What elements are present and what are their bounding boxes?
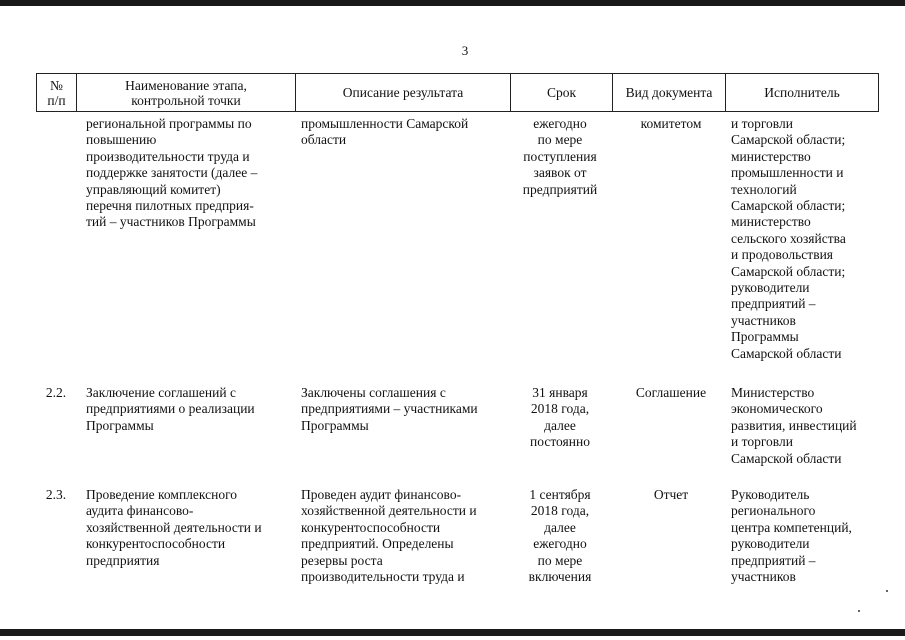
row-desc: Проведен аудит финансово- хозяйственной деятельности и конкурентоспособности предприятий. Определены резервы роста производительности труда и [301, 487, 477, 585]
row-term: ежегодно по мере поступления заявок от предприятий [522, 116, 598, 197]
header-term: Срок [511, 74, 613, 112]
header-exec: Исполнитель [726, 74, 879, 112]
row-name: региональной программы по повышению производительности труда и поддержке занятости (далее – управляющий комитет) перечня пилотных предприя- тий – участников Программы [86, 116, 258, 230]
row-desc: Заключены соглашения с предприятиями – участниками Программы [301, 385, 478, 433]
header-name: Наименование этапа, контрольной точки [77, 74, 296, 112]
row-term: 1 сентября 2018 года, далее ежегодно по мере включения [528, 487, 592, 585]
header-doc: Вид документа [613, 74, 726, 112]
row-doc: Отчет [653, 487, 689, 502]
scan-bottom-border [0, 629, 905, 636]
scan-top-border [0, 0, 905, 6]
page-number: 3 [461, 43, 469, 58]
scan-speck [858, 610, 860, 612]
row-doc: Соглашение [635, 385, 707, 400]
row-desc: промышленности Самарской области [301, 116, 469, 148]
row-name: Проведение комплексного аудита финансово- хозяйственной деятельности и конкурентоспособности предприятия [86, 487, 262, 568]
row-num: 2.3. [45, 487, 67, 502]
row-doc: комитетом [640, 116, 702, 131]
scan-speck [886, 590, 888, 592]
row-num: 2.2. [45, 385, 67, 400]
row-term: 31 января 2018 года, далее постоянно [530, 385, 590, 450]
header-desc: Описание результата [296, 74, 511, 112]
row-name: Заключение соглашений с предприятиями о реализации Программы [86, 385, 255, 433]
row-exec: Министерство экономического развития, инвестиций и торговли Самарской области [731, 385, 857, 466]
header-num: № п/п [37, 74, 77, 112]
row-exec: и торговли Самарской области; министерство промышленности и технологий Самарской области; министерство сельского хозяйства и продовольствия Самарской области; руководители предприятий – участников Программы Самарской области [731, 116, 846, 361]
table-header [36, 73, 879, 112]
row-exec: Руководитель регионального центра компетенций, руководители предприятий – участников [731, 487, 852, 585]
